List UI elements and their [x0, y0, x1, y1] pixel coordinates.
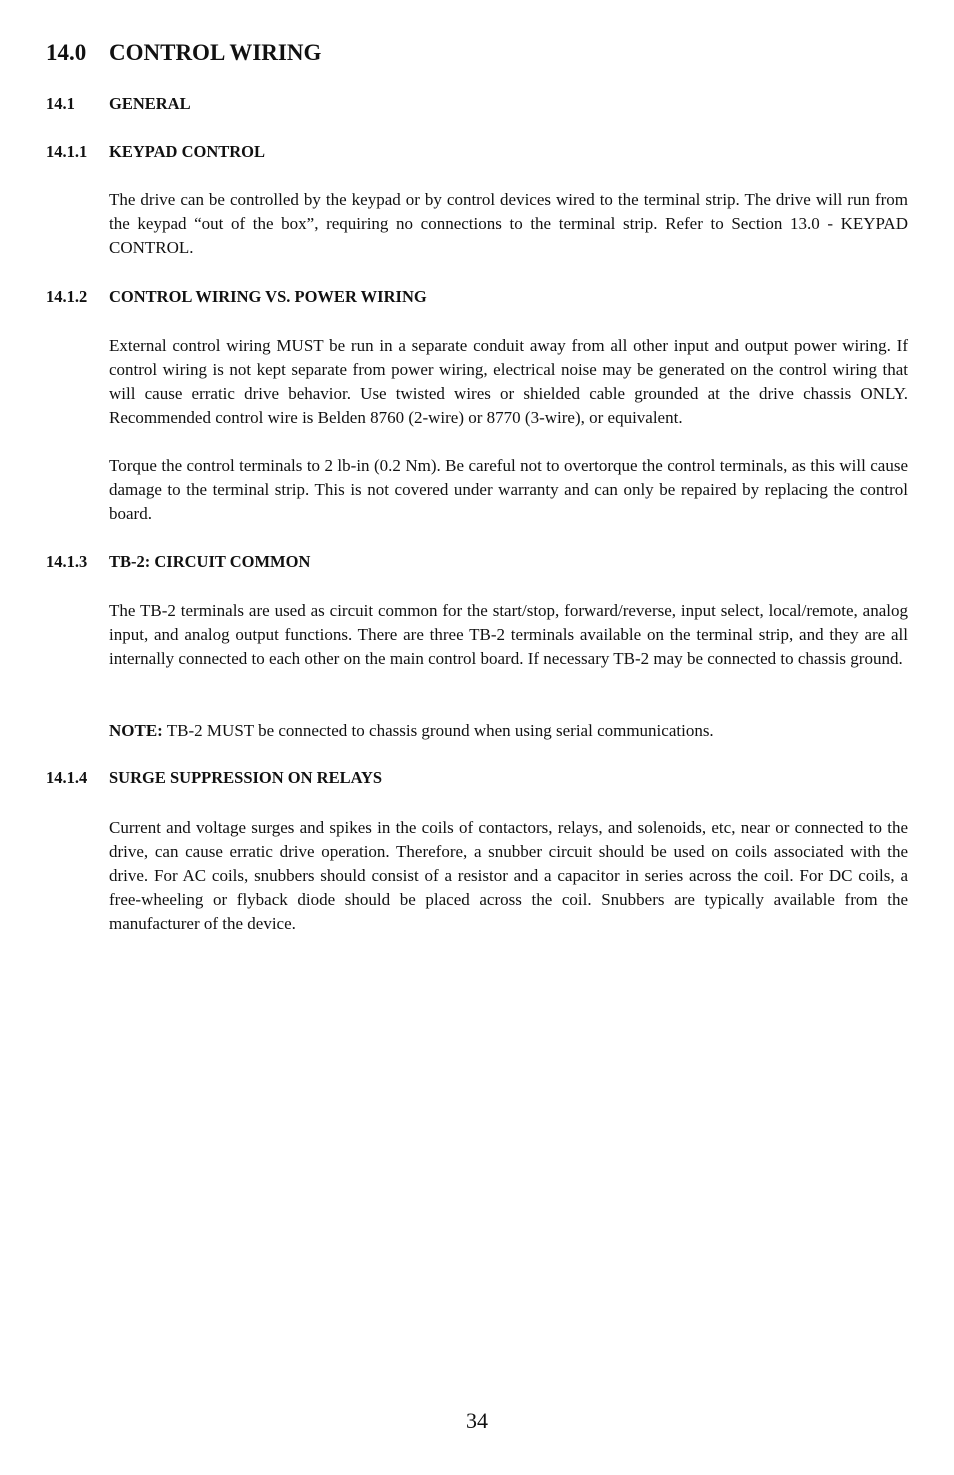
section-number: 14.0 — [46, 40, 87, 65]
page-number: 34 — [466, 1408, 488, 1433]
subsection-number: 14.1.3 — [46, 552, 88, 571]
subsection-title: KEYPAD CONTROL — [109, 142, 265, 161]
subsection-heading-tb2-circuit-common — [46, 552, 310, 572]
paragraph-terminal-torque: Torque the control terminals to 2 lb-in (0.2 Nm). Be careful not to overtorque the control terminals, as this will cause damage to the terminal strip. This is not covered under warranty and can only be repaired by replacing the control board. — [109, 456, 908, 523]
subsection-heading-keypad-control — [46, 142, 265, 162]
subsection-title: SURGE SUPPRESSION ON RELAYS — [109, 768, 383, 787]
subsection-title: TB-2: CIRCUIT COMMON — [109, 552, 311, 571]
paragraph-keypad-control: The drive can be controlled by the keypad or by control devices wired to the terminal strip. The drive will run from the keypad “out of the box”, requiring no connections to the terminal strip. Refer to Section 13.0 - KEYPAD CONTROL. — [109, 190, 908, 257]
subsection-number: 14.1 — [46, 94, 75, 113]
paragraph-tb2-note — [109, 719, 908, 743]
section-heading — [46, 40, 321, 66]
subsection-number: 14.1.2 — [46, 287, 88, 306]
subsection-title: GENERAL — [109, 94, 191, 113]
subsection-heading-control-vs-power — [46, 287, 427, 307]
note-text: TB-2 MUST be connected to chassis ground when using serial communications. — [162, 721, 714, 740]
section-title: CONTROL WIRING — [109, 40, 322, 65]
subsection-heading-general — [46, 94, 191, 114]
subsection-title: CONTROL WIRING VS. POWER WIRING — [109, 287, 427, 306]
paragraph-tb2-common: The TB-2 terminals are used as circuit common for the start/stop, forward/reverse, input select, local/remote, analog input, and analog output functions. There are three TB-2 terminals available on the terminal strip, and they are all internally connected to each other on the main control board. If necessary TB-2 may be connected to chassis ground. — [109, 601, 908, 668]
note-label: NOTE: — [109, 721, 163, 740]
subsection-number: 14.1.4 — [46, 768, 88, 787]
subsection-number: 14.1.1 — [46, 142, 88, 161]
subsection-heading-surge-suppression — [46, 768, 382, 788]
paragraph-control-wiring-separation: External control wiring MUST be run in a separate conduit away from all other input and output power wiring. If control wiring is not kept separate from power wiring, electrical noise may be generated on the control wiring that will cause erratic drive behavior. Use twisted wires or shielded cable grounded at the drive chassis ONLY. Recommended control wire is Belden 8760 (2-wire) or 8770 (3-wire), or equivalent. — [109, 336, 908, 427]
paragraph-surge-suppression: Current and voltage surges and spikes in the coils of contactors, relays, and solenoids, etc, near or connected to the drive, can cause erratic drive operation. Therefore, a snubber circuit should be used on coils associated with the drive. For AC coils, snubbers should consist of a resistor and a capacitor in series across the coil. For DC coils, a free-wheeling or flyback diode should be placed across the coil. Snubbers are typically available from the manufacturer of the device. — [109, 818, 908, 933]
